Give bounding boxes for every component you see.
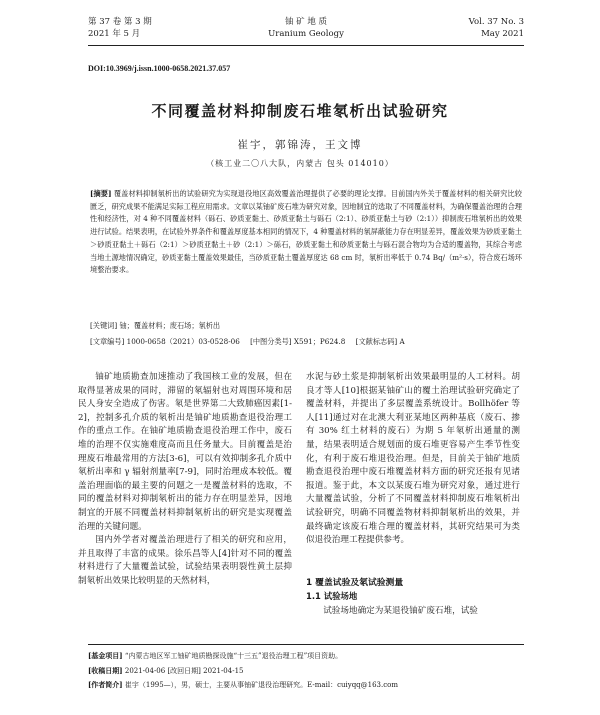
doi: DOI:10.3969/j.issn.1000-0658.2021.37.057 bbox=[88, 64, 231, 73]
subsection-heading: 1.1 试验场地 bbox=[306, 591, 358, 601]
body-column-left bbox=[78, 371, 292, 589]
footnote-label: [基金项目] bbox=[88, 651, 123, 660]
article-title: 不同覆盖材料抑制废石堆氡析出试验研究 bbox=[151, 102, 449, 120]
footnote-rule bbox=[88, 644, 524, 645]
footnote-funding bbox=[88, 649, 524, 664]
keywords-text: 铀；覆盖材料；废石场；氡析出 bbox=[119, 321, 221, 330]
body-paragraph: 国内外学者对覆盖治理进行了相关的研究和应用，并且取得了丰富的成果。徐乐昌等人[4]针对不同的覆盖材料进行了大量覆盖试验，试验结果表明裂性黄土层抑制氡析出效果比较明显的天然材料， bbox=[78, 535, 292, 586]
clc-number: [中图分类号] X591；P624.8 bbox=[250, 337, 346, 346]
header-center bbox=[88, 16, 524, 40]
header-date-en: May 2021 bbox=[481, 29, 524, 39]
footnote-author bbox=[88, 678, 524, 693]
header-volume-en: Vol. 37 No. 3 bbox=[468, 17, 524, 27]
document-code: [文献标志码] A bbox=[355, 337, 405, 346]
classification-line bbox=[90, 336, 522, 348]
section-heading: 1 覆盖试验及氡试验测量 bbox=[306, 578, 404, 588]
header-volume-cn: 第 37 卷 第 3 期 bbox=[88, 17, 152, 27]
body-paragraph: 水泥与砂土浆是抑制氡析出效果最明显的人工材料。胡良才等人[10]根据某铀矿山的覆土治理试验研究确定了覆盖材料，并提出了多层覆盖系统设计。Bollhöfer 等人[11]通过对在北澳大利亚某地区两种基底（废石、掺有 30% 红土材料的废石）为期 5 年氡析出通量的测量，结果表明适合规划面的废石堆更容易产生季节性变化，有利于废石堆退役治理。但是，目前关于铀矿地质勘查退役治理中废石堆覆盖材料方面的研究还报有见诸报道。鉴于此，本文以某废石堆为研究对象，通过进行大量覆盖试验，分析了不同覆盖材料抑制废石堆氡析出试验研究，明确不同覆盖物材料抑制氡析出的效果，并最终确定该废石堆合理的覆盖材料，其研究结果可为类似退役治理工程提供参考。 bbox=[306, 372, 520, 546]
header-rule bbox=[88, 45, 524, 46]
footnote-text: 2021-04-06 [改回日期] 2021-04-15 bbox=[124, 666, 244, 675]
abstract-label: [摘要] bbox=[90, 189, 112, 198]
abstract-text: 覆盖材料抑制氡析出的试验研究为实现退役地区高效覆盖治理提供了必要的理论支撑。目前国内外关于覆盖材料的相关研究比较匮乏，研究成果不能满足实际工程应用需求。文章以某铀矿废石堆为研究对象，因地制宜的选取了不同覆盖材料，为确保覆盖治理的合理性和经济性，对 4 种不同覆盖材料（砾石、砂质亚黏土、砂质亚黏土与砾石（2:1）、砂质亚黏土与砂（2:1））抑制废石堆氡析出的效果进行试验。结果表明，在试验外界条件和覆盖厚度基本相同的情况下，4 种覆盖材料的氡屏蔽能力存在明显差异，覆盖效果为砂质亚黏土＞砂质亚黏土＋砾石（2:1）＞砂质亚黏土＋砂（2:1）＞砾石，砂质亚黏土和砂质亚黏土与砾石混合物均为合适的覆盖物，其综合考虑当地土源地情况确定，砂质亚黏土覆盖效果最佳，当砂质亚黏土覆盖厚度达 68 cm 时，氡析出率低于 0.74 Bq/（m²·s），符合废石场环境整治要求。 bbox=[90, 189, 522, 275]
article-number: [文章编号] 1000-0658（2021）03-0528-06 bbox=[90, 337, 240, 346]
keywords-label: [关键词] bbox=[90, 321, 118, 330]
header-date-cn: 2021 年 5 月 bbox=[88, 29, 141, 39]
affiliation: （核工业二〇八大队，内蒙古 包头 014010） bbox=[206, 159, 394, 168]
abstract bbox=[90, 188, 522, 277]
body-column-right bbox=[306, 371, 520, 548]
body-paragraph: 铀矿地质勘查加速推动了我国核工业的发展，但在取得显著成果的同时，滞留的氡辐射也对周围环境和居民人身安全造成了伤害。氡是世界第二大致肺癌因素[1-2]，控制多孔介质的氡析出是铀矿地质勘查退役治理工作的重点工作。在铀矿地质勘查退役治理工作中，废石堆的治理不仅实施难度高而且任务量大。目前覆盖是治理废石堆最常用的方法[3-6]，可以有效抑制多孔介质中氡析出率和 γ 辐射剂量率[7-9]，同时治理成本较低。覆盖治理面临的最主要的问题之一是覆盖材料的选取，不同的覆盖材料对抑制氡析出的能力存在明显差异，因地制宜的开展不同覆盖材料抑制氡析出的研究是实现覆盖治理的关键问题。 bbox=[78, 372, 292, 532]
footnote-label: [收稿日期] bbox=[88, 665, 123, 675]
footnotes bbox=[88, 649, 524, 693]
footnote-dates bbox=[88, 664, 524, 679]
footnote-text: 崔宇（1995—），男，硕士，主要从事铀矿退役治理研究。E-mail：cuiyqq@163.com bbox=[124, 681, 399, 690]
header-right bbox=[469, 16, 524, 40]
keywords bbox=[90, 320, 522, 332]
authors: 崔宇，郭锦涛，王文博 bbox=[237, 139, 363, 151]
body-paragraph: 试验场地确定为某退役铀矿废石堆，试验 bbox=[323, 606, 478, 616]
running-header bbox=[88, 16, 524, 44]
header-journal-en: Uranium Geology bbox=[268, 29, 344, 39]
header-journal-cn: 铀 矿 地 质 bbox=[284, 17, 328, 27]
footnote-label: [作者简介] bbox=[88, 680, 123, 690]
footnote-text: “内蒙古地区军工铀矿地质勘探设施“十三五”退役治理工程”项目资助。 bbox=[124, 652, 343, 660]
